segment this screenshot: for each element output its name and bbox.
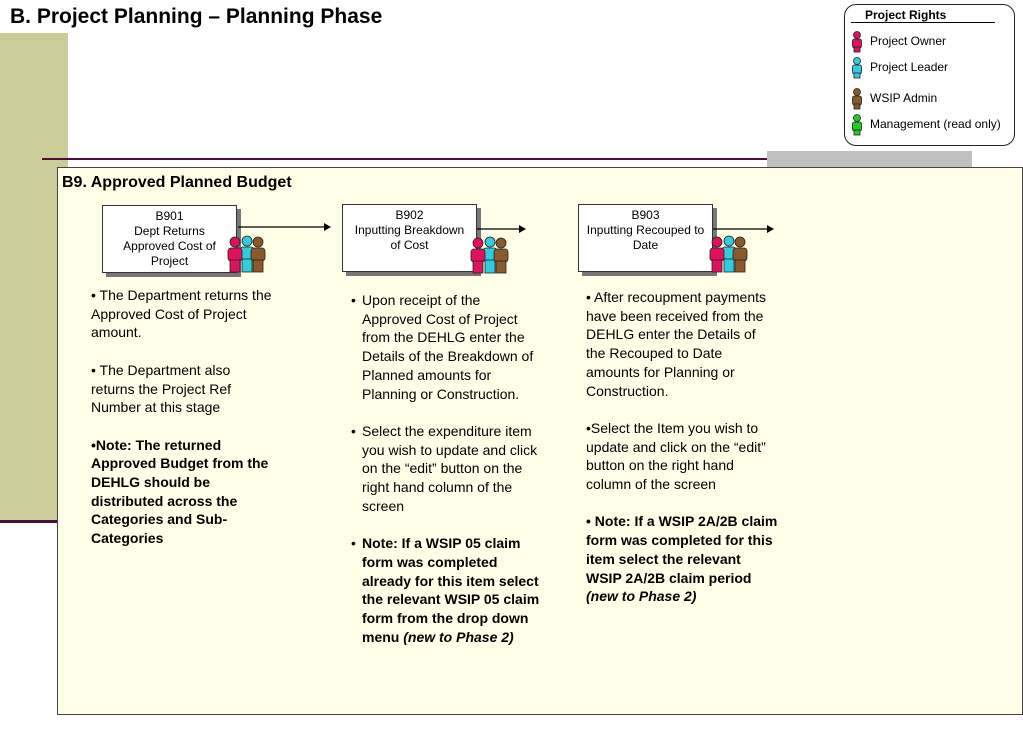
person-icon	[850, 114, 864, 136]
legend-label: Project Owner	[870, 34, 947, 48]
flow-arrow	[713, 224, 774, 234]
description-bullet: • Upon receipt of the Approved Cost of Project from the DEHLG enter the Details of the Breakdown of Planned amounts for Planning or Construction.	[351, 291, 541, 403]
page-title: B. Project Planning – Planning Phase	[10, 5, 383, 28]
description-note: Note: If a WSIP 05 claim form was completed already for this item select the relevant WSIP 05 claim form from the drop down menu	[362, 535, 540, 645]
role-icons-b903	[707, 235, 751, 273]
legend-label: WSIP Admin	[870, 91, 938, 105]
step-b901-description	[91, 286, 273, 567]
person-icon	[850, 57, 864, 79]
person-icon-admin	[251, 237, 265, 272]
flow-arrow	[238, 222, 331, 232]
process-panel	[57, 167, 1023, 715]
role-icons-b901	[225, 235, 269, 273]
step-b903-description	[586, 288, 778, 625]
phase-note: (new to Phase 2)	[403, 628, 514, 645]
step-line: Inputting Breakdown	[354, 223, 465, 237]
person-icon	[850, 88, 864, 110]
description-note: • Note: If a WSIP 2A/2B claim form was completed for this item select the relevant WSIP 2A/2B claim period	[586, 513, 778, 586]
description-text: • The Department also returns the Project Ref Number at this stage	[91, 361, 232, 416]
description-text: Select the expenditure item you wish to update and click on the “edit” button on the right hand column of the screen	[362, 422, 538, 514]
person-icon-owner	[710, 237, 724, 272]
step-line: Approved Cost of	[123, 239, 216, 253]
step-box-b901	[102, 205, 237, 273]
flow-arrow	[477, 224, 526, 234]
description-text: • The Department returns the Approved Cost of Project amount.	[91, 287, 272, 341]
person-icon-admin	[733, 237, 747, 272]
phase-note: (new to Phase 2)	[586, 588, 697, 605]
person-icon-owner	[471, 238, 485, 273]
person-icon	[850, 31, 864, 53]
person-icon-admin	[494, 238, 508, 273]
description-note: •Note: The returned Approved Budget from the DEHLG should be distributed across the Categories and Sub-Categories	[91, 436, 269, 547]
legend-title: Project Rights	[865, 8, 947, 22]
step-box-b902	[342, 204, 477, 272]
section-title: B9. Approved Planned Budget	[62, 174, 292, 191]
step-line: Dept Returns	[134, 224, 205, 238]
description-text: Upon receipt of the Approved Cost of Project from the DEHLG enter the Details of the Breakdown of Planned amounts for Planning or Construction.	[362, 292, 534, 402]
legend-label: Project Leader	[870, 60, 949, 74]
step-b902-description	[351, 291, 541, 665]
legend-label: Management (read only)	[870, 117, 1001, 131]
description-bullet: • Select the expenditure item you wish to update and click on the “edit” button on the right hand column of the screen	[351, 422, 541, 516]
role-icons-b902	[468, 236, 512, 274]
legend-underline	[851, 22, 995, 23]
step-line: Date	[632, 238, 659, 252]
right-decor-band	[767, 151, 972, 167]
step-line: Project	[150, 254, 189, 268]
description-text: •Select the Item you wish to update and click on the “edit” button on the right hand column of the screen	[586, 419, 766, 493]
step-box-b903	[578, 204, 713, 272]
description-bullet: • Note: If a WSIP 05 claim form was completed already for this item select the relevant WSIP 05 claim form from the drop down menu (new to Phase 2)	[351, 535, 540, 645]
step-code: B903	[631, 208, 660, 222]
description-text: • After recoupment payments have been received from the DEHLG enter the Details of the Recouped to Date amounts for Planning or Construction.	[586, 289, 766, 399]
step-code: B901	[155, 209, 184, 223]
step-line: of Cost	[390, 238, 429, 252]
step-line: Inputting Recouped to	[586, 223, 705, 237]
person-icon-owner	[228, 237, 242, 272]
step-code: B902	[395, 208, 424, 222]
project-rights-legend	[844, 4, 1015, 146]
